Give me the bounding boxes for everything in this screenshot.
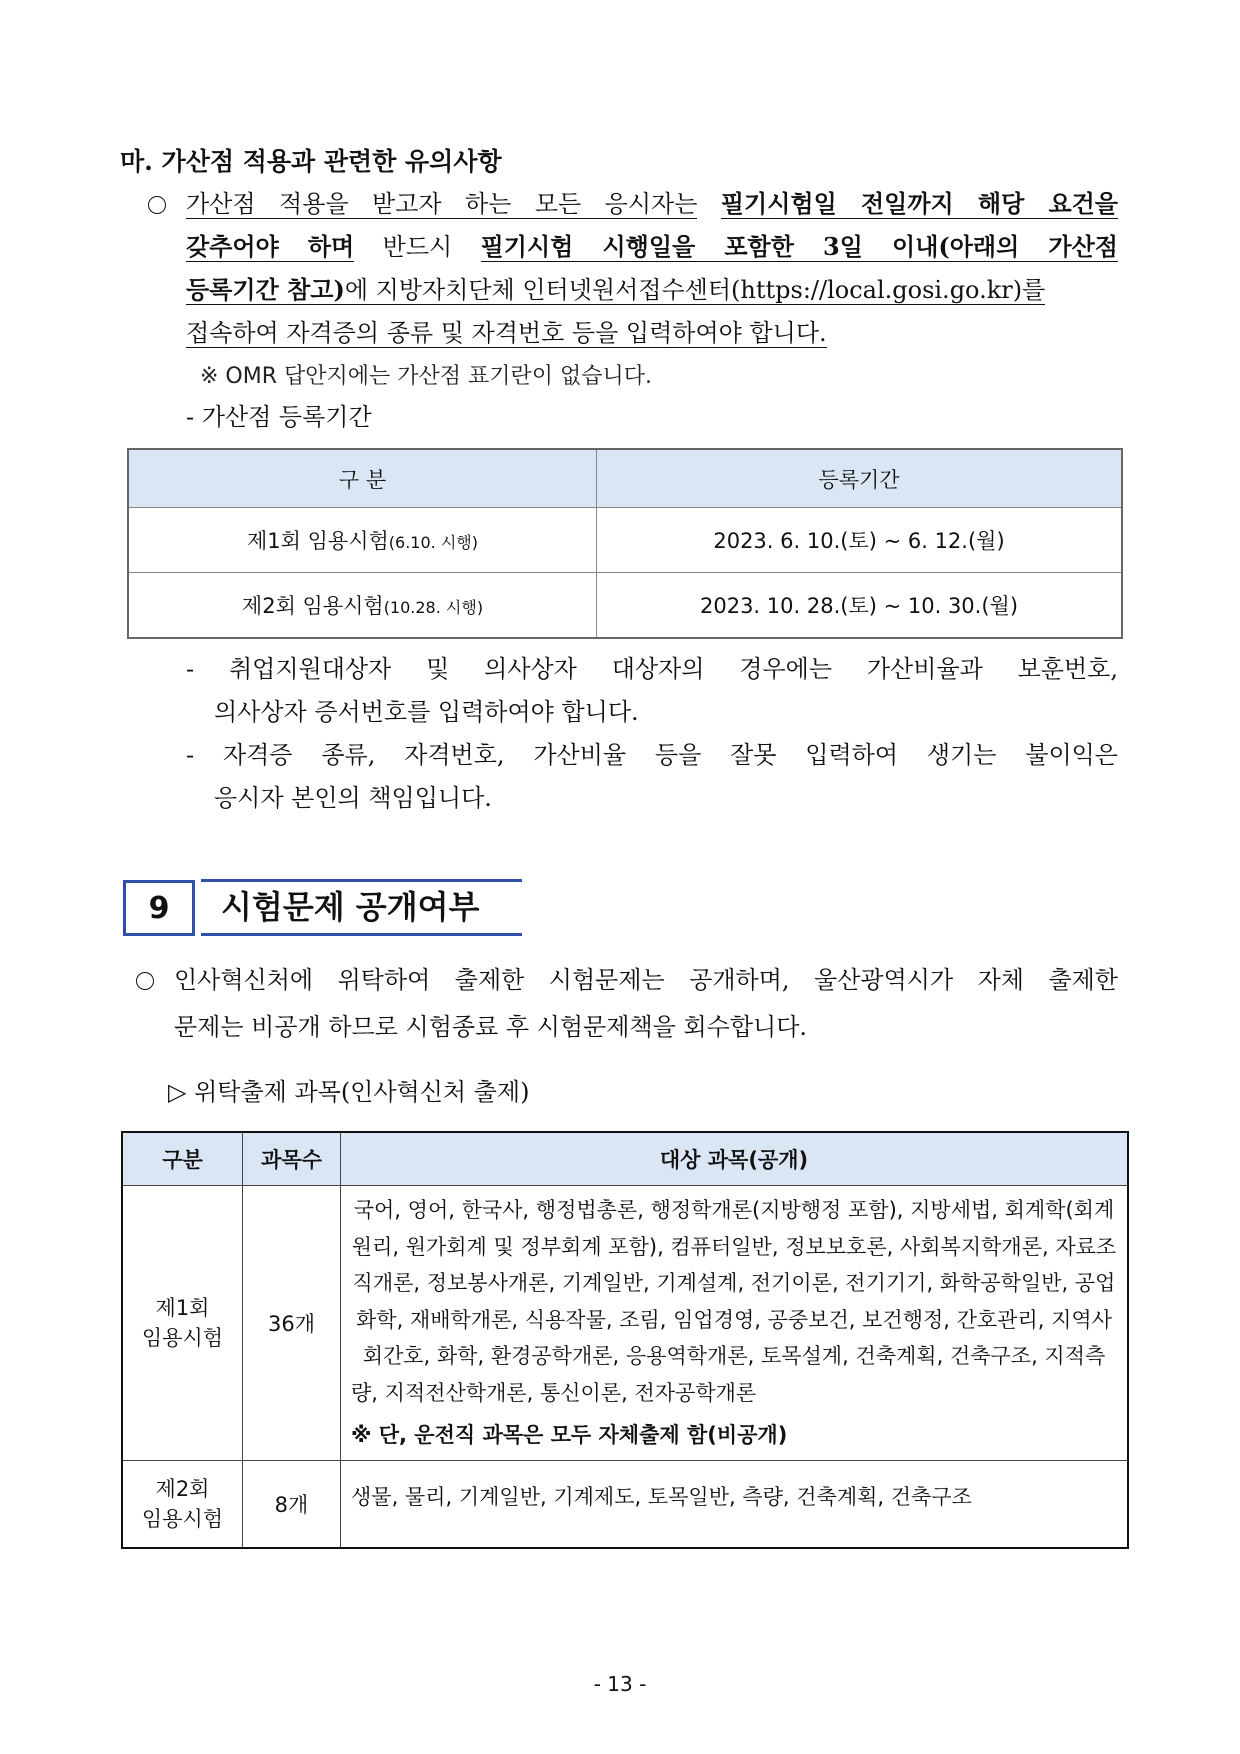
registration-table bbox=[127, 448, 1123, 639]
para-line-1 bbox=[186, 187, 1118, 221]
table-row bbox=[122, 1186, 1128, 1461]
disclosure-para-line-1: 인사혁신처에 위탁하여 출제한 시험문제는 공개하며, 울산광역시가 자체 출제한 bbox=[174, 966, 1118, 994]
exam-date-note: (10.28. 시행) bbox=[383, 598, 484, 617]
dash-note-2: - 자격증 종류, 자격번호, 가산비율 등을 잘못 입력하여 생기는 불이익은 bbox=[186, 741, 1118, 769]
para-text: 접속하여 자격증의 종류 및 자격번호 등을 입력하여야 합니다. bbox=[186, 319, 827, 347]
exam-name: 제1회 임용시험 bbox=[247, 529, 389, 553]
subject-count: 36개 bbox=[243, 1186, 341, 1461]
para-bold-text: 등록기간 참고) bbox=[186, 275, 345, 304]
table-header: 과목수 bbox=[243, 1132, 341, 1186]
round-name: 임용시험 bbox=[141, 1325, 224, 1350]
para-bold-text: 필기시험일 전일까지 해당 요건을 bbox=[720, 189, 1118, 218]
period-value: 2023. 10. 28.(토) ~ 10. 30.(월) bbox=[597, 573, 1123, 639]
dash-note-1-cont: 의사상자 증서번호를 입력하여야 합니다. bbox=[214, 698, 639, 726]
subject-list: 생물, 물리, 기계일반, 기계제도, 토목일반, 측량, 건축계획, 건축구조 bbox=[341, 1460, 1129, 1548]
bullet-circle-icon bbox=[148, 196, 166, 214]
exam-name: 제2회 임용시험 bbox=[241, 594, 384, 618]
round-name: 임용시험 bbox=[141, 1506, 224, 1531]
period-label: - 가산점 등록기간 bbox=[186, 403, 372, 431]
table-header: 대상 과목(공개) bbox=[341, 1132, 1129, 1186]
table-row bbox=[128, 573, 1122, 639]
para-line-3 bbox=[186, 273, 1118, 307]
period-value: 2023. 6. 10.(토) ~ 6. 12.(월) bbox=[597, 508, 1123, 573]
para-bold-text: 갖추어야 하며 bbox=[186, 232, 355, 261]
section-heading: 마. 가산점 적용과 관련한 유의사항 bbox=[120, 147, 502, 176]
dash-note-2-cont: 응시자 본인의 책임입니다. bbox=[214, 784, 492, 812]
subhead: ▷ 위탁출제 과목(인사혁신처 출제) bbox=[168, 1078, 530, 1106]
subjects-table bbox=[121, 1131, 1129, 1549]
exam-date-note: (6.10. 시행) bbox=[388, 533, 478, 552]
round-name: 제2회 bbox=[155, 1476, 210, 1501]
para-bold-text: 필기시험 시행일을 포함한 3일 이내(아래의 가산점 bbox=[480, 232, 1118, 261]
table-row bbox=[128, 508, 1122, 573]
table-header: 등록기간 bbox=[597, 449, 1123, 508]
subject-list: 국어, 영어, 한국사, 행정법총론, 행정학개론(지방행정 포함), 지방세법, 회계학(회계원리, 원가회계 및 정부회계 포함), 컴퓨터일반, 정보보호론, 사회복지학개론, 자료조직개론, 정보봉사개론, 기계일반, 기계설계, 전기이론, 전기기기, 화학공학일반, 공업화학, 재배학개론, 식용작물, 조림, 임업경영, 공중보건, 보건행정, 간호관리, 지역사회간호, 화학, 환경공학개론, 응용역학개론, 토목설계, 건축계획, 건축구조, 지적측량, 지적전산학개론, 통신이론, 전자공학개론 bbox=[351, 1198, 1117, 1405]
dash-note-1: - 취업지원대상자 및 의사상자 대상자의 경우에는 가산비율과 보훈번호, bbox=[186, 655, 1118, 683]
para-text: 에 지방자치단체 인터넷원서접수센터(https://local.gosi.go.kr)를 bbox=[344, 276, 1046, 304]
round-name: 제1회 bbox=[155, 1295, 210, 1320]
section-number: 9 bbox=[123, 880, 195, 936]
page-number: - 13 - bbox=[593, 1672, 647, 1696]
section-title: 시험문제 공개여부 bbox=[201, 879, 522, 936]
para-text: 가산점 적용을 받고자 하는 모든 응시자는 bbox=[186, 190, 698, 218]
subject-count: 8개 bbox=[243, 1460, 341, 1548]
subject-note: ※ 단, 운전직 과목은 모두 자체출제 함(비공개) bbox=[351, 1423, 788, 1447]
para-text: 반드시 bbox=[382, 233, 453, 261]
table-row bbox=[122, 1460, 1128, 1548]
table-header: 구 분 bbox=[128, 449, 597, 508]
para-line-4 bbox=[186, 316, 827, 350]
table-header: 구분 bbox=[122, 1132, 243, 1186]
para-line-2 bbox=[186, 230, 1118, 264]
disclosure-para-line-2: 문제는 비공개 하므로 시험종료 후 시험문제책을 회수합니다. bbox=[174, 1013, 808, 1041]
bullet-circle-icon bbox=[136, 972, 154, 990]
omr-note: ※ OMR 답안지에는 가산점 표기란이 없습니다. bbox=[200, 364, 653, 389]
